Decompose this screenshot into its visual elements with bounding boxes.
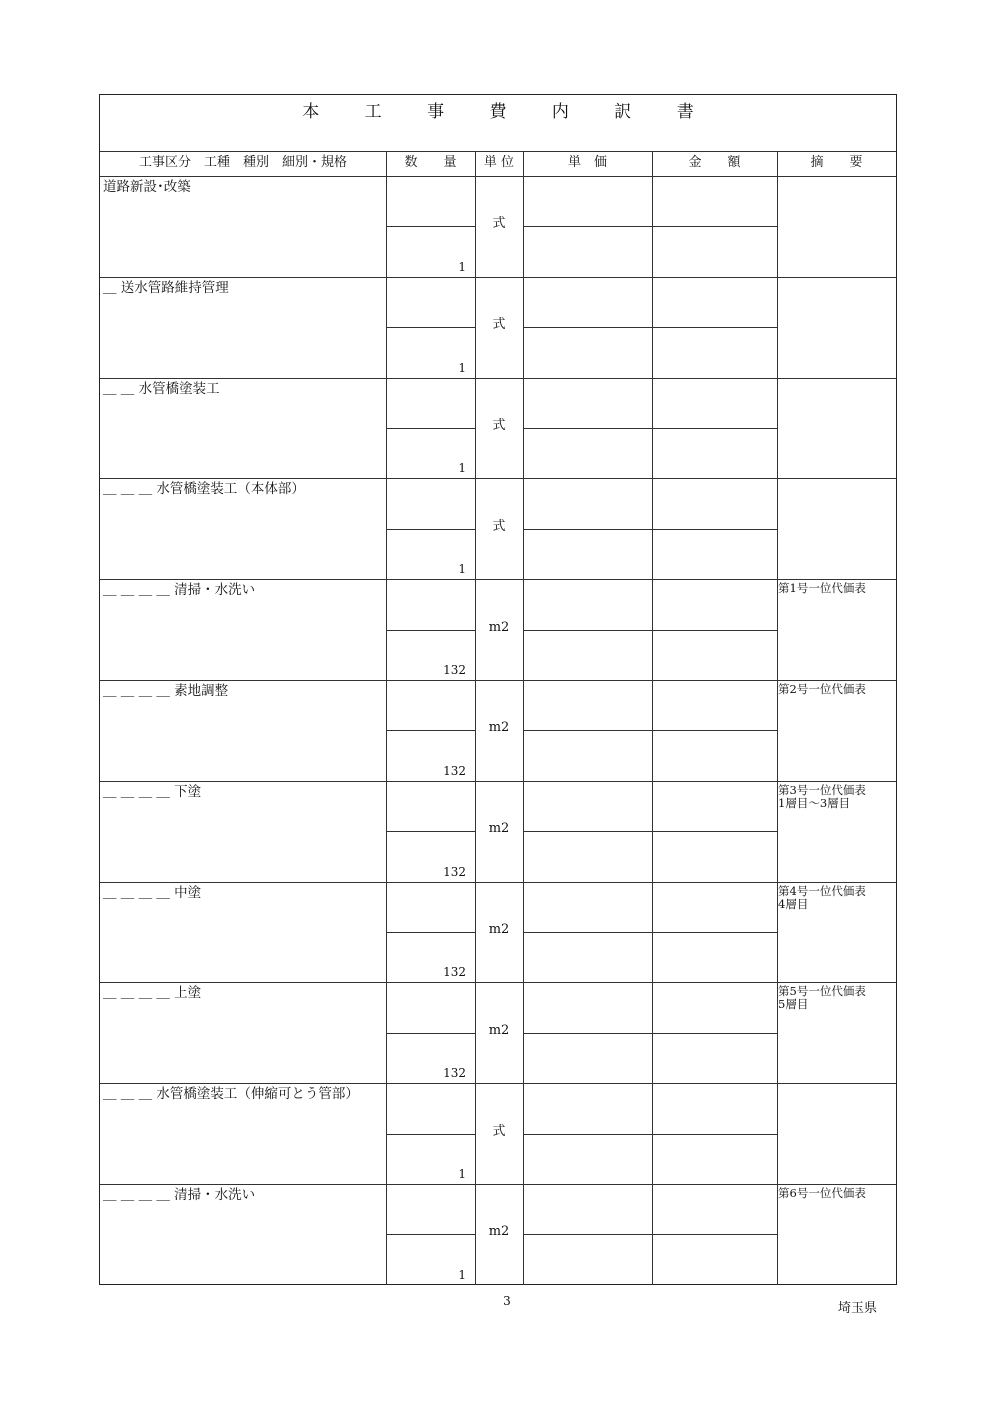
qty-mid-line	[386, 529, 475, 530]
row-remarks: 第5号一位代価表 5層目	[778, 984, 866, 1012]
row-divider	[100, 982, 896, 983]
row-divider	[100, 277, 896, 278]
header-note: 摘 要	[810, 155, 863, 170]
row-name: ＿ ＿ ＿ 水管橋塗装工（本体部）	[103, 481, 305, 498]
header-price: 単 価	[567, 155, 607, 170]
row-unit: m2	[488, 720, 510, 736]
row-unit: m2	[488, 1224, 510, 1240]
price-amount-mid-line	[523, 1033, 777, 1034]
row-name: ＿ ＿ ＿ ＿ 清掃・水洗い	[103, 582, 256, 599]
row-divider	[100, 882, 896, 883]
row-remarks: 第2号一位代価表	[778, 682, 866, 696]
qty-mid-line	[386, 226, 475, 227]
column-divider	[523, 151, 524, 1285]
row-quantity: 1	[458, 259, 466, 274]
row-remarks: 第1号一位代価表	[778, 581, 866, 596]
qty-mid-line	[386, 1134, 475, 1135]
row-remarks: 第4号一位代価表 4層目	[778, 883, 866, 911]
row-name: ＿ ＿ ＿ 水管橋塗装工（伸縮可とう管部）	[103, 1086, 359, 1103]
row-quantity: 132	[443, 1066, 466, 1081]
price-amount-mid-line	[523, 831, 777, 832]
row-name: 道路新設･改築	[103, 179, 191, 195]
column-divider	[386, 151, 387, 1285]
price-amount-mid-line	[523, 630, 777, 631]
row-divider	[100, 781, 896, 782]
price-amount-mid-line	[523, 428, 777, 429]
row-name: ＿ ＿ ＿ ＿ 素地調整	[103, 683, 229, 699]
price-amount-mid-line	[523, 1234, 777, 1235]
column-divider	[777, 151, 778, 1285]
row-unit: m2	[488, 619, 510, 635]
row-name: ＿ ＿ ＿ ＿ 清掃・水洗い	[103, 1187, 256, 1203]
qty-mid-line	[386, 831, 475, 832]
row-divider	[100, 1083, 896, 1084]
header-name: 工事区分 工種 種別 細別・規格	[138, 155, 347, 170]
row-unit: 式	[492, 418, 506, 433]
row-quantity: 132	[443, 864, 466, 879]
qty-mid-line	[386, 630, 475, 631]
row-remarks: 第3号一位代価表 1層目～3層目	[778, 782, 866, 810]
row-name: ＿ ＿ ＿ ＿ 下塗	[103, 783, 202, 800]
column-divider	[652, 151, 653, 1285]
header-qty: 数 量	[404, 155, 457, 170]
row-quantity: 1	[458, 461, 466, 476]
row-divider	[100, 478, 896, 479]
row-unit: m2	[488, 922, 510, 937]
qty-mid-line	[386, 1234, 475, 1235]
header-unit: 単 位	[483, 155, 515, 170]
row-unit: 式	[492, 518, 506, 534]
price-amount-mid-line	[523, 226, 777, 227]
price-amount-mid-line	[523, 730, 777, 731]
page-number: 3	[503, 1294, 511, 1308]
row-quantity: 132	[443, 663, 466, 677]
cost-breakdown-sheet	[99, 94, 897, 1285]
row-unit: 式	[492, 216, 506, 232]
row-name: ＿ ＿ 水管橋塗装工	[103, 380, 220, 397]
row-quantity: 132	[443, 763, 466, 778]
row-unit: 式	[492, 317, 506, 333]
row-quantity: 1	[458, 1267, 466, 1282]
qty-mid-line	[386, 1033, 475, 1034]
row-divider	[100, 1184, 896, 1185]
row-remarks: 第6号一位代価表	[778, 1186, 866, 1200]
prefecture-label: 埼玉県	[838, 1301, 878, 1316]
row-divider	[100, 378, 896, 379]
price-amount-mid-line	[523, 1134, 777, 1135]
row-quantity: 1	[458, 562, 466, 577]
row-name: ＿ ＿ ＿ ＿ 中塗	[103, 884, 202, 901]
qty-mid-line	[386, 730, 475, 731]
price-amount-mid-line	[523, 327, 777, 328]
row-unit: 式	[492, 1123, 506, 1139]
row-quantity: 132	[443, 965, 466, 980]
row-divider	[100, 680, 896, 681]
row-unit: m2	[488, 1022, 510, 1038]
qty-mid-line	[386, 932, 475, 933]
row-unit: m2	[488, 821, 510, 837]
qty-mid-line	[386, 327, 475, 328]
row-divider	[100, 579, 896, 580]
header-amount: 金 額	[688, 155, 741, 170]
price-amount-mid-line	[523, 932, 777, 933]
row-quantity: 1	[458, 360, 466, 375]
row-name: ＿ 送水管路維持管理	[103, 279, 229, 296]
qty-mid-line	[386, 428, 475, 429]
price-amount-mid-line	[523, 529, 777, 530]
row-quantity: 1	[458, 1167, 466, 1181]
row-name: ＿ ＿ ＿ ＿ 上塗	[103, 985, 202, 1002]
page-title: 本 工 事 費 内 訳 書	[302, 102, 714, 122]
